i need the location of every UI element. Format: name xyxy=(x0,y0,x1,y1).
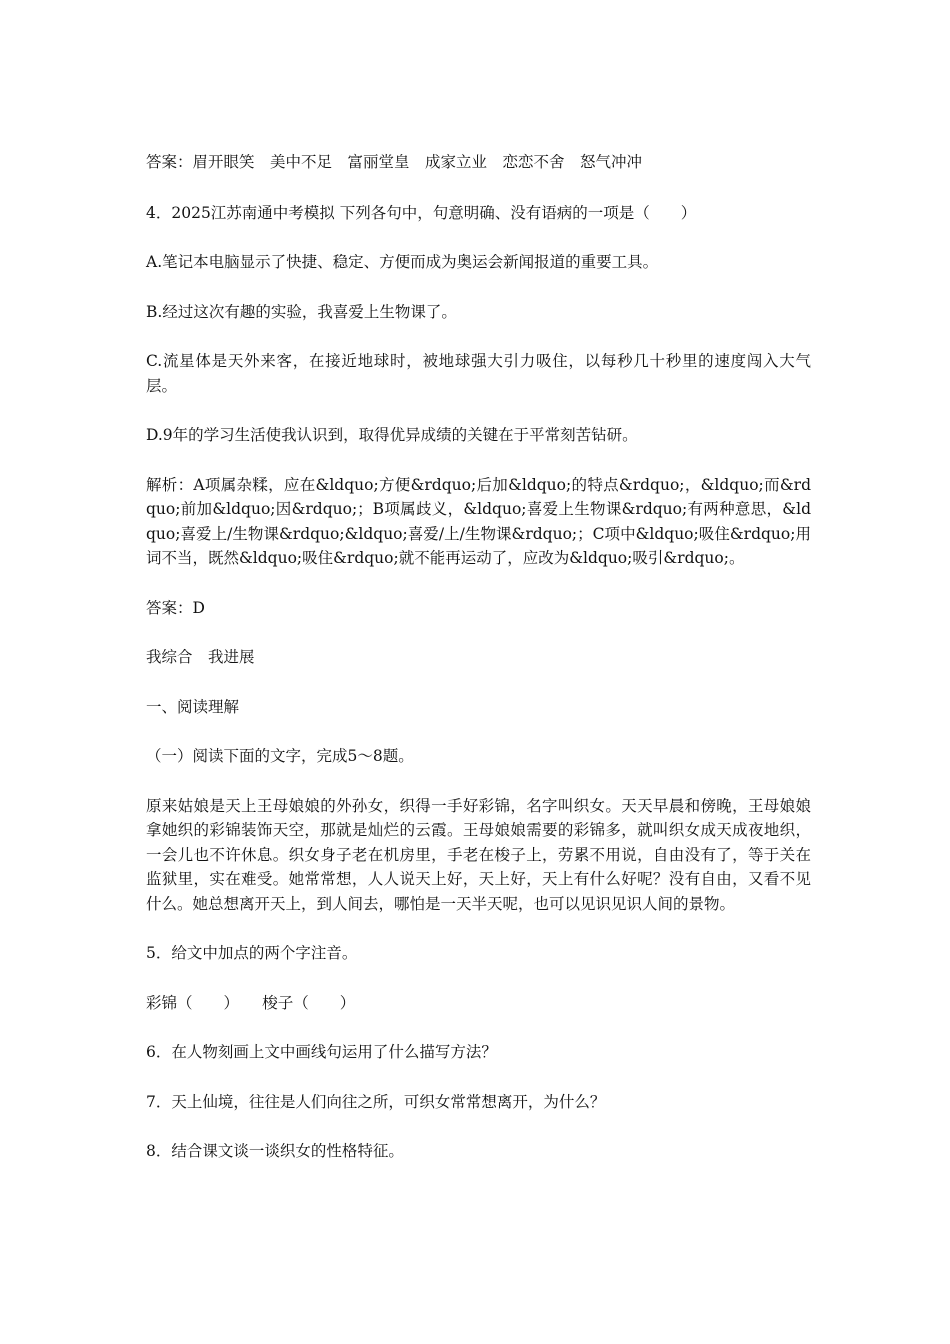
question-4-option-c: C.流星体是天外来客，在接近地球时，被地球强大引力吸住，以每秒几十秒里的速度闯入大气层。 xyxy=(146,352,811,395)
question-5-blanks: 彩锦（ ） 梭子（ ） xyxy=(146,993,356,1012)
question-7: 7．天上仙境，往往是人们向往之所，可织女常常想离开，为什么？ xyxy=(146,1092,606,1111)
document-page xyxy=(146,150,811,1164)
part-one-heading: 一、阅读理解 xyxy=(146,697,240,716)
question-4-answer: 答案：D xyxy=(146,598,205,617)
section-title: 我综合 我进展 xyxy=(146,648,255,666)
question-6: 6．在人物刻画上文中画线句运用了什么描写方法？ xyxy=(146,1043,497,1061)
question-5: 5．给文中加点的两个字注音。 xyxy=(146,944,358,962)
question-4-option-b: B.经过这次有趣的实验，我喜爱上生物课了。 xyxy=(146,302,457,321)
question-4-stem: 4．2025江苏南通中考模拟 下列各句中，句意明确、没有语病的一项是（ ） xyxy=(146,203,697,222)
question-4-option-a: A.笔记本电脑显示了快捷、稳定、方便而成为奥运会新闻报道的重要工具。 xyxy=(146,253,659,271)
question-8: 8．结合课文谈一谈织女的性格特征。 xyxy=(146,1142,404,1160)
question-4-analysis: 解析：A项属杂糅，应在&ldquo;方便&rdquo;后加&ldquo;的特点&rdquo;，&ldquo;而&rdquo;前加&ldquo;因&rdquo;；B项属歧义，&ldquo;喜爱上生物课&rdquo;有两种意思，&ldquo;喜爱上/生物课&rdquo;&ldquo;喜爱/上/生物课&rdquo;；C项中&ldquo;吸住&rdquo;用词不当，既然&ldquo;吸住&rdquo;就不能再运动了，应改为&ldquo;吸引&rdquo;。 xyxy=(146,475,811,567)
answer-idioms: 答案：眉开眼笑 美中不足 富丽堂皇 成家立业 恋恋不舍 怒气冲冲 xyxy=(146,153,643,171)
reading-intro: （一）阅读下面的文字，完成5～8题。 xyxy=(146,747,414,765)
question-4-option-d: D.9年的学习生活使我认识到，取得优异成绩的关键在于平常刻苦钻研。 xyxy=(146,426,638,444)
reading-passage: 原来姑娘是天上王母娘娘的外孙女，织得一手好彩锦，名字叫织女。天天早晨和傍晚，王母娘娘拿她织的彩锦装饰天空，那就是灿烂的云霞。王母娘娘需要的彩锦多，就叫织女成天成夜地织，一会儿也不许休息。织女身子老在机房里，手老在梭子上，劳累不用说，自由没有了，等于关在监狱里，实在难受。她常常想，人人说天上好，天上好，天上有什么好呢？没有自由，又看不见什么。她总想离开天上，到人间去，哪怕是一天半天呢，也可以见识见识人间的景物。 xyxy=(146,796,811,913)
